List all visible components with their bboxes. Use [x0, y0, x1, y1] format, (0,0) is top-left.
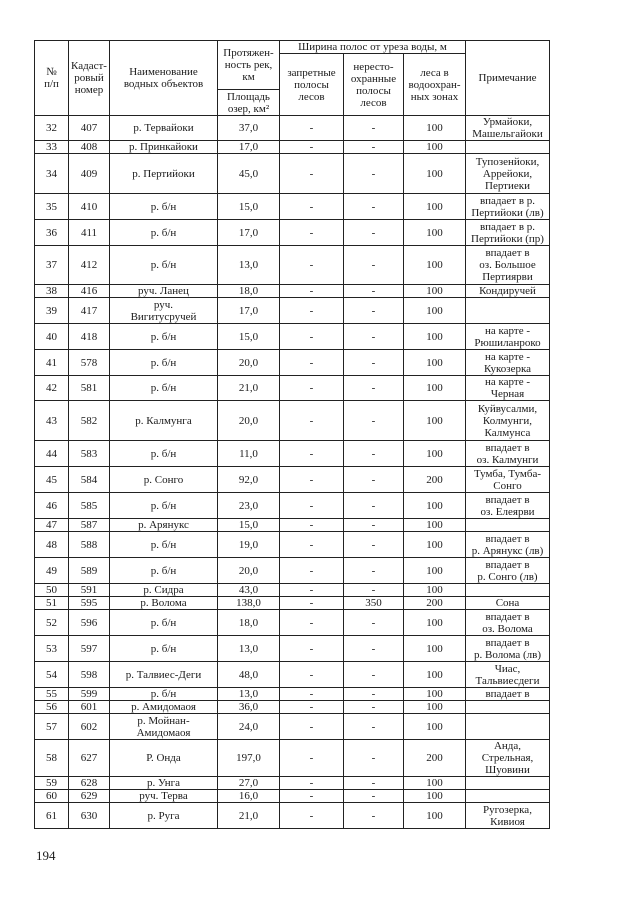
- table-row: [35, 324, 550, 350]
- table-row: [35, 701, 550, 714]
- cell-name: р. Амидомаоя: [110, 701, 218, 714]
- cell-note: [466, 298, 550, 324]
- cell-forbidden: -: [280, 154, 344, 194]
- cell-waterprotect: 100: [404, 285, 466, 298]
- cell-cadastral: 412: [69, 246, 110, 285]
- cell-spawning: -: [344, 401, 404, 441]
- table-row: [35, 636, 550, 662]
- cell-note: впадает в оз. Елеярви: [466, 493, 550, 519]
- table-row: [35, 141, 550, 154]
- cell-length: 11,0: [218, 441, 280, 467]
- table-row: [35, 194, 550, 220]
- cell-length: 197,0: [218, 740, 280, 777]
- cell-spawning: -: [344, 285, 404, 298]
- cell-cadastral: 417: [69, 298, 110, 324]
- cell-forbidden: -: [280, 376, 344, 401]
- cell-note: [466, 790, 550, 803]
- cell-note: впадает в р. Пертийоки (пр): [466, 220, 550, 246]
- header-spawning: нересто- охранные полосы лесов: [344, 54, 404, 116]
- cell-cadastral: 629: [69, 790, 110, 803]
- cell-spawning: -: [344, 194, 404, 220]
- cell-forbidden: -: [280, 803, 344, 829]
- cell-num: 46: [35, 493, 69, 519]
- cell-cadastral: 602: [69, 714, 110, 740]
- cell-num: 53: [35, 636, 69, 662]
- table-row: [35, 532, 550, 558]
- cell-waterprotect: 100: [404, 662, 466, 688]
- cell-forbidden: -: [280, 141, 344, 154]
- cell-forbidden: -: [280, 298, 344, 324]
- header-cadastral: Кадаст- ровый номер: [69, 41, 110, 116]
- table-row: [35, 803, 550, 829]
- table-row: [35, 246, 550, 285]
- cell-forbidden: -: [280, 350, 344, 376]
- table-row: [35, 298, 550, 324]
- cell-cadastral: 601: [69, 701, 110, 714]
- cell-note: [466, 701, 550, 714]
- cell-waterprotect: 100: [404, 519, 466, 532]
- cell-name: р. Талвиес-Деги: [110, 662, 218, 688]
- cell-cadastral: 408: [69, 141, 110, 154]
- cell-waterprotect: 100: [404, 401, 466, 441]
- cell-spawning: -: [344, 324, 404, 350]
- cell-note: Тупозенйоки, Аррейоки, Пертиеки: [466, 154, 550, 194]
- cell-name: руч. Ланец: [110, 285, 218, 298]
- cell-cadastral: 598: [69, 662, 110, 688]
- cell-length: 138,0: [218, 597, 280, 610]
- table-row: [35, 154, 550, 194]
- cell-num: 35: [35, 194, 69, 220]
- header-waterprotect: леса в водоохран- ных зонах: [404, 54, 466, 116]
- table-row: [35, 558, 550, 584]
- cell-note: Ругозерка, Кивиоя: [466, 803, 550, 829]
- table-row: [35, 220, 550, 246]
- cell-forbidden: -: [280, 610, 344, 636]
- cell-spawning: -: [344, 493, 404, 519]
- table-row: [35, 285, 550, 298]
- header-area: Площадь озер, км²: [218, 90, 280, 116]
- cell-forbidden: -: [280, 636, 344, 662]
- cell-name: р. б/н: [110, 558, 218, 584]
- cell-waterprotect: 100: [404, 610, 466, 636]
- cell-name: р. б/н: [110, 532, 218, 558]
- cell-spawning: -: [344, 688, 404, 701]
- cell-note: [466, 519, 550, 532]
- header-width-group: Ширина полос от уреза воды, м: [280, 41, 466, 54]
- cell-length: 18,0: [218, 610, 280, 636]
- table-row: [35, 441, 550, 467]
- cell-cadastral: 411: [69, 220, 110, 246]
- cell-name: р. Арянукс: [110, 519, 218, 532]
- cell-forbidden: -: [280, 558, 344, 584]
- cell-note: Урмайоки, Машельгайоки: [466, 116, 550, 141]
- cell-name: р. б/н: [110, 324, 218, 350]
- cell-num: 55: [35, 688, 69, 701]
- cell-num: 54: [35, 662, 69, 688]
- cell-num: 48: [35, 532, 69, 558]
- cell-name: р. Принкайоки: [110, 141, 218, 154]
- cell-waterprotect: 100: [404, 350, 466, 376]
- cell-length: 13,0: [218, 246, 280, 285]
- cell-cadastral: 627: [69, 740, 110, 777]
- cell-length: 13,0: [218, 688, 280, 701]
- cell-length: 19,0: [218, 532, 280, 558]
- cell-forbidden: -: [280, 519, 344, 532]
- cell-waterprotect: 100: [404, 636, 466, 662]
- cell-spawning: -: [344, 803, 404, 829]
- header-note: Примечание: [466, 41, 550, 116]
- cell-note: впадает в р. Пертийоки (лв): [466, 194, 550, 220]
- cell-spawning: -: [344, 790, 404, 803]
- cell-note: впадает в оз. Волома: [466, 610, 550, 636]
- header-name: Наименование водных объектов: [110, 41, 218, 116]
- cell-forbidden: -: [280, 220, 344, 246]
- cell-cadastral: 589: [69, 558, 110, 584]
- table-row: [35, 777, 550, 790]
- cell-name: р. б/н: [110, 376, 218, 401]
- cell-name: р. Тервайоки: [110, 116, 218, 141]
- cell-spawning: -: [344, 740, 404, 777]
- cell-note: [466, 584, 550, 597]
- table-row: [35, 790, 550, 803]
- cell-note: Кондиручей: [466, 285, 550, 298]
- cell-num: 32: [35, 116, 69, 141]
- cell-note: на карте - Черная: [466, 376, 550, 401]
- cell-note: впадает в оз. Калмунги: [466, 441, 550, 467]
- cell-forbidden: -: [280, 662, 344, 688]
- header-num: № п/п: [35, 41, 69, 116]
- cell-name: р. б/н: [110, 246, 218, 285]
- cell-name: р. б/н: [110, 350, 218, 376]
- cell-waterprotect: 100: [404, 441, 466, 467]
- cell-cadastral: 596: [69, 610, 110, 636]
- cell-length: 20,0: [218, 401, 280, 441]
- cell-forbidden: -: [280, 790, 344, 803]
- cell-num: 52: [35, 610, 69, 636]
- cell-forbidden: -: [280, 285, 344, 298]
- cell-name: р. б/н: [110, 610, 218, 636]
- cell-name: Р. Онда: [110, 740, 218, 777]
- cell-length: 15,0: [218, 324, 280, 350]
- table-header: [35, 41, 550, 116]
- cell-num: 34: [35, 154, 69, 194]
- cell-length: 23,0: [218, 493, 280, 519]
- cell-cadastral: 630: [69, 803, 110, 829]
- cell-waterprotect: 100: [404, 532, 466, 558]
- cell-name: р. Волома: [110, 597, 218, 610]
- cell-waterprotect: 100: [404, 558, 466, 584]
- cell-forbidden: -: [280, 688, 344, 701]
- cell-waterprotect: 100: [404, 194, 466, 220]
- cell-num: 41: [35, 350, 69, 376]
- cell-cadastral: 585: [69, 493, 110, 519]
- cell-name: р. Сонго: [110, 467, 218, 493]
- cell-forbidden: -: [280, 532, 344, 558]
- cell-spawning: -: [344, 154, 404, 194]
- cell-length: 43,0: [218, 584, 280, 597]
- cell-forbidden: -: [280, 493, 344, 519]
- cell-length: 15,0: [218, 519, 280, 532]
- cell-length: 45,0: [218, 154, 280, 194]
- cell-waterprotect: 100: [404, 376, 466, 401]
- cell-spawning: -: [344, 519, 404, 532]
- cell-waterprotect: 100: [404, 803, 466, 829]
- cell-cadastral: 581: [69, 376, 110, 401]
- cell-waterprotect: 100: [404, 246, 466, 285]
- cell-forbidden: -: [280, 714, 344, 740]
- cell-waterprotect: 100: [404, 116, 466, 141]
- table-row: [35, 597, 550, 610]
- cell-length: 17,0: [218, 298, 280, 324]
- cell-cadastral: 628: [69, 777, 110, 790]
- cell-forbidden: -: [280, 777, 344, 790]
- cell-note: на карте - Рюшиланроко: [466, 324, 550, 350]
- cell-waterprotect: 100: [404, 324, 466, 350]
- cell-spawning: -: [344, 141, 404, 154]
- cell-note: Сона: [466, 597, 550, 610]
- table-row: [35, 714, 550, 740]
- cell-cadastral: 599: [69, 688, 110, 701]
- table-row: [35, 376, 550, 401]
- cell-spawning: -: [344, 298, 404, 324]
- cell-num: 33: [35, 141, 69, 154]
- cell-cadastral: 588: [69, 532, 110, 558]
- cell-forbidden: -: [280, 441, 344, 467]
- cell-num: 61: [35, 803, 69, 829]
- header-length: Протяжен- ность рек, км: [218, 41, 280, 90]
- cell-note: Анда, Стрельная, Шуовини: [466, 740, 550, 777]
- cell-name: р. б/н: [110, 636, 218, 662]
- cell-note: впадает в оз. Большое Пертиярви: [466, 246, 550, 285]
- cell-note: впадает в: [466, 688, 550, 701]
- cell-num: 60: [35, 790, 69, 803]
- cell-cadastral: 597: [69, 636, 110, 662]
- cell-length: 92,0: [218, 467, 280, 493]
- table-row: [35, 401, 550, 441]
- table-row: [35, 662, 550, 688]
- cell-note: впадает в р. Волома (лв): [466, 636, 550, 662]
- cell-name: р. Калмунга: [110, 401, 218, 441]
- cell-spawning: -: [344, 584, 404, 597]
- cell-cadastral: 578: [69, 350, 110, 376]
- cell-waterprotect: 100: [404, 790, 466, 803]
- cell-name: р. Сидра: [110, 584, 218, 597]
- cell-spawning: -: [344, 662, 404, 688]
- cell-name: р. Пертийоки: [110, 154, 218, 194]
- cell-length: 17,0: [218, 141, 280, 154]
- page-number: 194: [36, 848, 56, 863]
- cell-spawning: -: [344, 777, 404, 790]
- cell-waterprotect: 200: [404, 740, 466, 777]
- cell-spawning: -: [344, 376, 404, 401]
- cell-waterprotect: 100: [404, 701, 466, 714]
- table-row: [35, 493, 550, 519]
- cell-length: 16,0: [218, 790, 280, 803]
- cell-num: 51: [35, 597, 69, 610]
- table-row: [35, 740, 550, 777]
- cell-length: 17,0: [218, 220, 280, 246]
- cell-spawning: -: [344, 610, 404, 636]
- cell-waterprotect: 100: [404, 688, 466, 701]
- cell-length: 15,0: [218, 194, 280, 220]
- cell-spawning: -: [344, 636, 404, 662]
- cell-num: 56: [35, 701, 69, 714]
- cell-num: 39: [35, 298, 69, 324]
- cell-name: р. Унга: [110, 777, 218, 790]
- cell-spawning: -: [344, 714, 404, 740]
- cell-num: 36: [35, 220, 69, 246]
- cell-name: р. Руга: [110, 803, 218, 829]
- cell-num: 42: [35, 376, 69, 401]
- cell-note: [466, 141, 550, 154]
- cell-length: 27,0: [218, 777, 280, 790]
- cell-waterprotect: 100: [404, 154, 466, 194]
- cell-spawning: -: [344, 246, 404, 285]
- cell-spawning: -: [344, 467, 404, 493]
- table-row: [35, 350, 550, 376]
- cell-forbidden: -: [280, 740, 344, 777]
- cell-waterprotect: 200: [404, 467, 466, 493]
- cell-name: руч. Терва: [110, 790, 218, 803]
- cell-cadastral: 595: [69, 597, 110, 610]
- cell-waterprotect: 100: [404, 714, 466, 740]
- table-row: [35, 584, 550, 597]
- cell-name: р. б/н: [110, 220, 218, 246]
- cell-length: 20,0: [218, 350, 280, 376]
- cell-cadastral: 409: [69, 154, 110, 194]
- cell-length: 24,0: [218, 714, 280, 740]
- cell-note: [466, 777, 550, 790]
- cell-name: р. б/н: [110, 441, 218, 467]
- cell-length: 21,0: [218, 803, 280, 829]
- cell-spawning: -: [344, 701, 404, 714]
- cell-forbidden: -: [280, 246, 344, 285]
- cell-spawning: -: [344, 558, 404, 584]
- cell-forbidden: -: [280, 467, 344, 493]
- cell-num: 57: [35, 714, 69, 740]
- cell-forbidden: -: [280, 584, 344, 597]
- cell-length: 13,0: [218, 636, 280, 662]
- cell-cadastral: 584: [69, 467, 110, 493]
- cell-num: 59: [35, 777, 69, 790]
- cell-forbidden: -: [280, 597, 344, 610]
- cell-note: впадает в р. Арянукс (лв): [466, 532, 550, 558]
- cell-num: 49: [35, 558, 69, 584]
- cell-length: 48,0: [218, 662, 280, 688]
- cell-num: 58: [35, 740, 69, 777]
- cell-waterprotect: 100: [404, 493, 466, 519]
- cell-waterprotect: 100: [404, 584, 466, 597]
- table-body: [35, 116, 550, 829]
- cell-spawning: -: [344, 350, 404, 376]
- cell-note: [466, 714, 550, 740]
- cell-name: р. б/н: [110, 194, 218, 220]
- cell-cadastral: 416: [69, 285, 110, 298]
- cell-cadastral: 407: [69, 116, 110, 141]
- cell-num: 38: [35, 285, 69, 298]
- cell-length: 37,0: [218, 116, 280, 141]
- cell-length: 18,0: [218, 285, 280, 298]
- cell-note: Тумба, Тумба- Сонго: [466, 467, 550, 493]
- cell-waterprotect: 200: [404, 597, 466, 610]
- table-row: [35, 610, 550, 636]
- cell-spawning: -: [344, 532, 404, 558]
- cell-num: 45: [35, 467, 69, 493]
- cell-cadastral: 418: [69, 324, 110, 350]
- cell-name: руч. Вигитусручей: [110, 298, 218, 324]
- cell-cadastral: 583: [69, 441, 110, 467]
- cell-note: впадает в р. Сонго (лв): [466, 558, 550, 584]
- header-forbidden: запретные полосы лесов: [280, 54, 344, 116]
- cell-spawning: 350: [344, 597, 404, 610]
- cell-forbidden: -: [280, 324, 344, 350]
- cell-forbidden: -: [280, 116, 344, 141]
- cell-waterprotect: 100: [404, 220, 466, 246]
- cell-length: 21,0: [218, 376, 280, 401]
- cell-num: 47: [35, 519, 69, 532]
- cell-name: р. Мойнан- Амидомаоя: [110, 714, 218, 740]
- cell-note: Куйвусалми, Колмунги, Калмунса: [466, 401, 550, 441]
- table-row: [35, 116, 550, 141]
- cell-cadastral: 582: [69, 401, 110, 441]
- table-row: [35, 519, 550, 532]
- cell-cadastral: 410: [69, 194, 110, 220]
- cell-num: 44: [35, 441, 69, 467]
- cell-name: р. б/н: [110, 493, 218, 519]
- cell-spawning: -: [344, 220, 404, 246]
- cell-forbidden: -: [280, 194, 344, 220]
- cell-waterprotect: 100: [404, 777, 466, 790]
- cell-spawning: -: [344, 116, 404, 141]
- cell-note: на карте - Кукозерка: [466, 350, 550, 376]
- cell-forbidden: -: [280, 701, 344, 714]
- table-row: [35, 688, 550, 701]
- cell-name: р. б/н: [110, 688, 218, 701]
- cell-spawning: -: [344, 441, 404, 467]
- cell-waterprotect: 100: [404, 298, 466, 324]
- cell-waterprotect: 100: [404, 141, 466, 154]
- cell-note: Чиас, Тальвиесдеги: [466, 662, 550, 688]
- cell-num: 37: [35, 246, 69, 285]
- cell-cadastral: 591: [69, 584, 110, 597]
- table-row: [35, 467, 550, 493]
- cell-cadastral: 587: [69, 519, 110, 532]
- water-objects-table: [34, 40, 550, 829]
- cell-length: 20,0: [218, 558, 280, 584]
- cell-forbidden: -: [280, 401, 344, 441]
- cell-num: 43: [35, 401, 69, 441]
- cell-num: 50: [35, 584, 69, 597]
- cell-num: 40: [35, 324, 69, 350]
- cell-length: 36,0: [218, 701, 280, 714]
